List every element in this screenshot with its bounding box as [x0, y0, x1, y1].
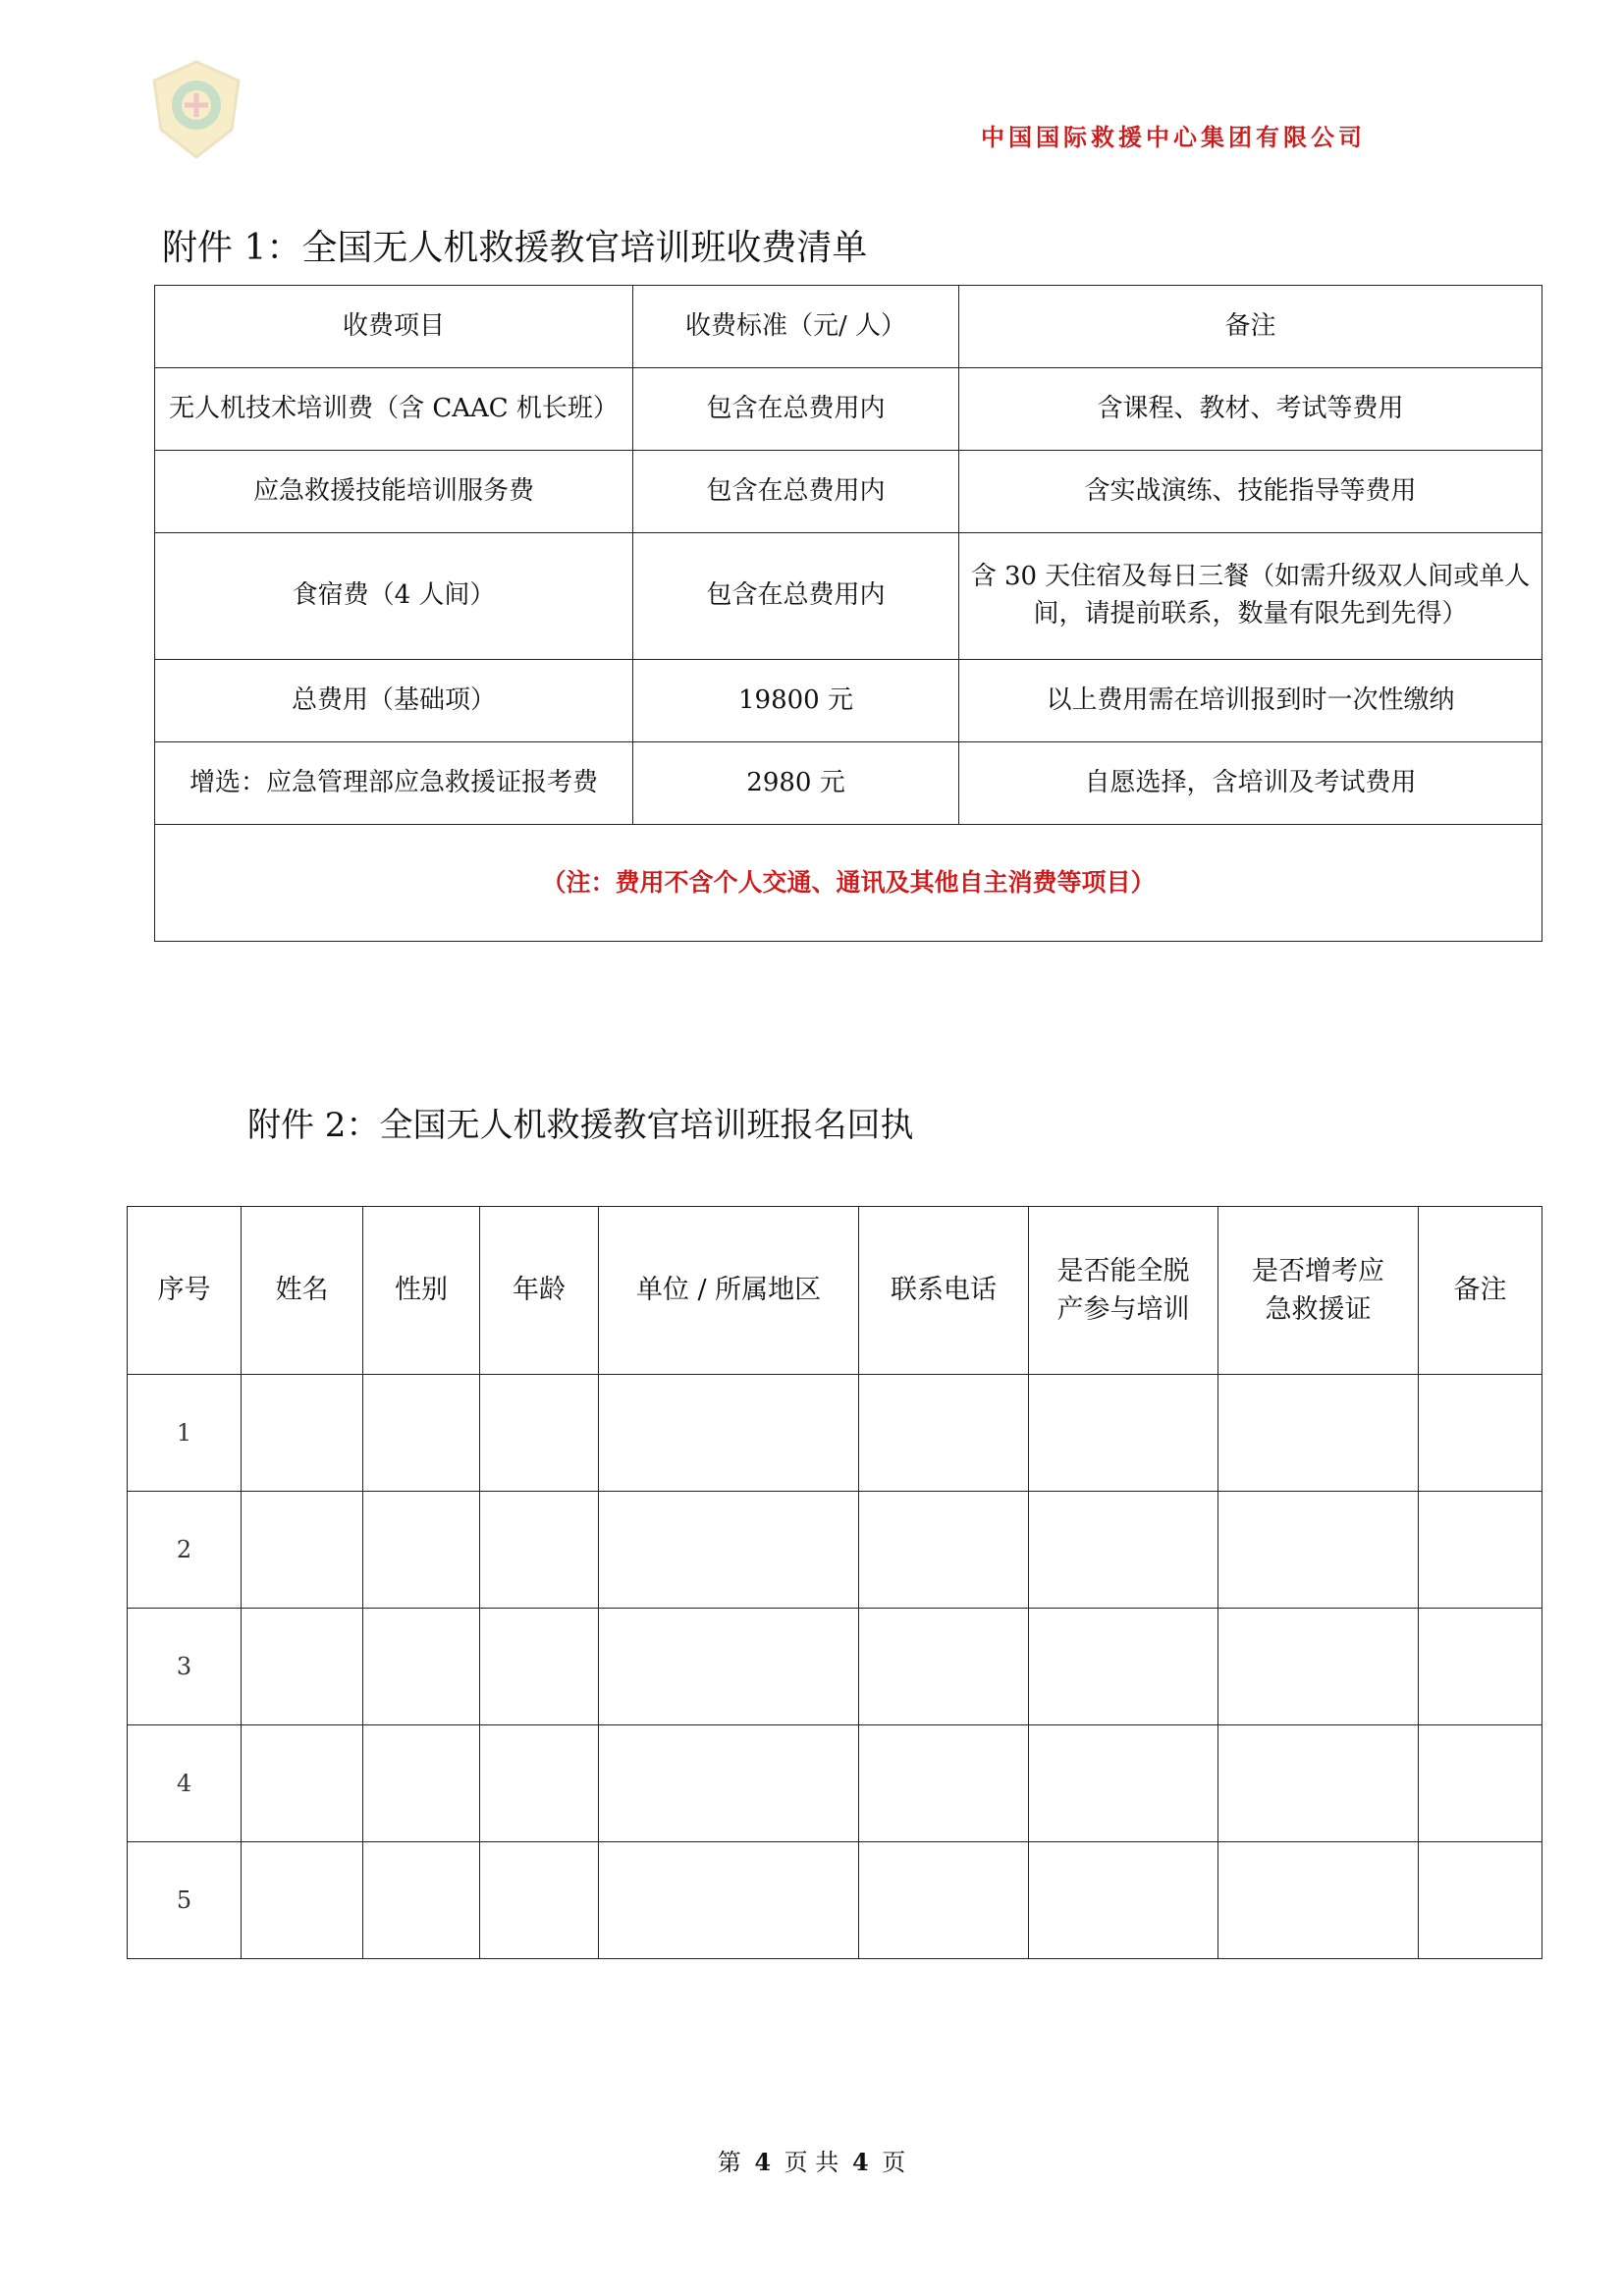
table-row: [155, 742, 1542, 825]
unit-cell[interactable]: [599, 1609, 859, 1725]
certificate-cell[interactable]: [1218, 1375, 1419, 1492]
current-page: 4: [754, 2148, 772, 2176]
gender-cell[interactable]: [363, 1842, 480, 1959]
total-pages: 4: [851, 2148, 869, 2176]
gender-cell[interactable]: [363, 1725, 480, 1842]
emblem-icon: [147, 59, 245, 162]
table-row: [155, 368, 1542, 451]
column-header: 备注: [1419, 1207, 1542, 1375]
row-number: 2: [128, 1492, 242, 1609]
table-row: [128, 1492, 1542, 1609]
unit-cell[interactable]: [599, 1375, 859, 1492]
column-header: 是否能全脱产参与培训: [1029, 1207, 1218, 1375]
table-row: [155, 660, 1542, 742]
table-row: [155, 451, 1542, 533]
full-time-cell[interactable]: [1029, 1375, 1218, 1492]
fee-remark: 含课程、教材、考试等费用: [959, 368, 1542, 451]
table-row: [128, 1609, 1542, 1725]
footer-prefix: 第: [717, 2149, 741, 2176]
attachment1-title: 附件 1：全国无人机救援教官培训班收费清单: [162, 228, 868, 268]
age-cell[interactable]: [480, 1609, 599, 1725]
company-name: 中国国际救援中心集团有限公司: [981, 123, 1366, 151]
row-number: 5: [128, 1842, 242, 1959]
column-header: 年龄: [480, 1207, 599, 1375]
fee-remark: 含实战演练、技能指导等费用: [959, 451, 1542, 533]
age-cell[interactable]: [480, 1492, 599, 1609]
gender-cell[interactable]: [363, 1492, 480, 1609]
registration-table: [127, 1206, 1542, 1959]
column-header: 收费项目: [155, 286, 633, 368]
phone-cell[interactable]: [859, 1725, 1029, 1842]
phone-cell[interactable]: [859, 1842, 1029, 1959]
fee-standard: 包含在总费用内: [633, 368, 959, 451]
remark-cell[interactable]: [1419, 1375, 1542, 1492]
unit-cell[interactable]: [599, 1842, 859, 1959]
full-time-cell[interactable]: [1029, 1492, 1218, 1609]
footer-middle: 页 共: [784, 2149, 839, 2176]
fee-standard: 19800 元: [633, 660, 959, 742]
fee-item: 食宿费（4 人间）: [155, 533, 633, 660]
attachment2-title: 附件 2：全国无人机救援教官培训班报名回执: [247, 1106, 914, 1145]
column-header: 姓名: [242, 1207, 363, 1375]
full-time-cell[interactable]: [1029, 1725, 1218, 1842]
phone-cell[interactable]: [859, 1375, 1029, 1492]
fee-remark: 自愿选择，含培训及考试费用: [959, 742, 1542, 825]
table-row: [128, 1842, 1542, 1959]
certificate-cell[interactable]: [1218, 1492, 1419, 1609]
page-footer: [0, 2143, 1623, 2177]
fee-table: [154, 285, 1542, 942]
gender-cell[interactable]: [363, 1375, 480, 1492]
fee-remark: 以上费用需在培训报到时一次性缴纳: [959, 660, 1542, 742]
name-cell[interactable]: [242, 1609, 363, 1725]
fee-standard: 2980 元: [633, 742, 959, 825]
age-cell[interactable]: [480, 1375, 599, 1492]
remark-cell[interactable]: [1419, 1609, 1542, 1725]
full-time-cell[interactable]: [1029, 1609, 1218, 1725]
table-row: [155, 533, 1542, 660]
certificate-cell[interactable]: [1218, 1725, 1419, 1842]
row-number: 3: [128, 1609, 242, 1725]
fee-note-row: [155, 825, 1542, 942]
gender-cell[interactable]: [363, 1609, 480, 1725]
table-row: [128, 1375, 1542, 1492]
column-header: 单位 / 所属地区: [599, 1207, 859, 1375]
table-row: [128, 1725, 1542, 1842]
fee-item: 增选：应急管理部应急救援证报考费: [155, 742, 633, 825]
column-header: 联系电话: [859, 1207, 1029, 1375]
remark-cell[interactable]: [1419, 1725, 1542, 1842]
table-header-row: [155, 286, 1542, 368]
column-header: 性别: [363, 1207, 480, 1375]
fee-standard: 包含在总费用内: [633, 533, 959, 660]
phone-cell[interactable]: [859, 1492, 1029, 1609]
age-cell[interactable]: [480, 1842, 599, 1959]
unit-cell[interactable]: [599, 1725, 859, 1842]
phone-cell[interactable]: [859, 1609, 1029, 1725]
certificate-cell[interactable]: [1218, 1842, 1419, 1959]
fee-remark: 含 30 天住宿及每日三餐（如需升级双人间或单人间，请提前联系，数量有限先到先得）: [959, 533, 1542, 660]
row-number: 4: [128, 1725, 242, 1842]
fee-item: 总费用（基础项）: [155, 660, 633, 742]
fee-note: （注：费用不含个人交通、通讯及其他自主消费等项目）: [155, 825, 1542, 942]
name-cell[interactable]: [242, 1492, 363, 1609]
fee-item: 无人机技术培训费（含 CAAC 机长班）: [155, 368, 633, 451]
name-cell[interactable]: [242, 1842, 363, 1959]
row-number: 1: [128, 1375, 242, 1492]
footer-suffix: 页: [882, 2149, 906, 2176]
column-header: 是否增考应急救援证: [1218, 1207, 1419, 1375]
unit-cell[interactable]: [599, 1492, 859, 1609]
remark-cell[interactable]: [1419, 1492, 1542, 1609]
fee-standard: 包含在总费用内: [633, 451, 959, 533]
column-header: 序号: [128, 1207, 242, 1375]
age-cell[interactable]: [480, 1725, 599, 1842]
fee-item: 应急救援技能培训服务费: [155, 451, 633, 533]
column-header: 备注: [959, 286, 1542, 368]
certificate-cell[interactable]: [1218, 1609, 1419, 1725]
remark-cell[interactable]: [1419, 1842, 1542, 1959]
full-time-cell[interactable]: [1029, 1842, 1218, 1959]
name-cell[interactable]: [242, 1725, 363, 1842]
table-header-row: [128, 1207, 1542, 1375]
column-header: 收费标准（元/ 人）: [633, 286, 959, 368]
name-cell[interactable]: [242, 1375, 363, 1492]
